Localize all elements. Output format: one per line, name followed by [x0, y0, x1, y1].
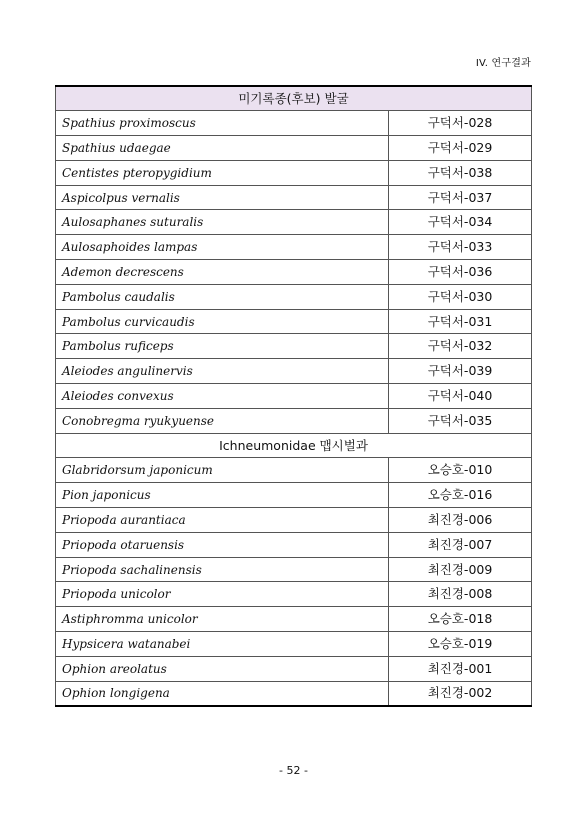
specimen-code: 오승호-018 — [389, 607, 532, 632]
species-name: Aulosaphoides lampas — [56, 235, 389, 260]
species-name: Ademon decrescens — [56, 260, 389, 285]
specimen-code: 구덕서-028 — [389, 111, 532, 136]
specimen-code: 구덕서-030 — [389, 284, 532, 309]
specimen-code: 구덕서-036 — [389, 260, 532, 285]
table-row — [56, 557, 532, 582]
specimen-code: 구덕서-033 — [389, 235, 532, 260]
specimen-code: 최진경-008 — [389, 582, 532, 607]
specimen-code: 구덕서-031 — [389, 309, 532, 334]
running-head: IV. 연구결과 — [475, 58, 531, 69]
table-row — [56, 681, 532, 706]
species-name: Priopoda otaruensis — [56, 532, 389, 557]
table-row — [56, 532, 532, 557]
species-name: Priopoda sachalinensis — [56, 557, 389, 582]
table-row — [56, 632, 532, 657]
table-row — [56, 160, 532, 185]
specimen-code: 구덕서-035 — [389, 408, 532, 433]
specimen-code: 최진경-002 — [389, 681, 532, 706]
species-name: Conobregma ryukyuense — [56, 408, 389, 433]
table-row — [56, 284, 532, 309]
table-row — [56, 235, 532, 260]
species-name: Aleiodes angulinervis — [56, 359, 389, 384]
table-row — [56, 582, 532, 607]
table-row — [56, 260, 532, 285]
specimen-code: 최진경-006 — [389, 508, 532, 533]
species-name: Pambolus curvicaudis — [56, 309, 389, 334]
specimen-code: 구덕서-037 — [389, 185, 532, 210]
specimen-code: 최진경-007 — [389, 532, 532, 557]
page-number: - 52 - — [279, 764, 308, 777]
specimen-code: 오승호-019 — [389, 632, 532, 657]
species-name: Priopoda unicolor — [56, 582, 389, 607]
table-row — [56, 508, 532, 533]
specimen-code: 오승호-016 — [389, 483, 532, 508]
species-name: Aulosaphanes suturalis — [56, 210, 389, 235]
table-row — [56, 656, 532, 681]
table-row — [56, 136, 532, 161]
table-row — [56, 210, 532, 235]
section-title: 미기록종(후보) 발굴 — [56, 86, 532, 111]
section-header-row — [56, 433, 532, 458]
specimen-code: 구덕서-032 — [389, 334, 532, 359]
table-row — [56, 408, 532, 433]
specimen-code: 구덕서-029 — [389, 136, 532, 161]
specimen-code: 최진경-001 — [389, 656, 532, 681]
species-name: Pion japonicus — [56, 483, 389, 508]
species-table — [55, 85, 532, 707]
species-name: Pambolus ruficeps — [56, 334, 389, 359]
specimen-code: 구덕서-039 — [389, 359, 532, 384]
table-row — [56, 359, 532, 384]
species-name: Spathius proximoscus — [56, 111, 389, 136]
table-row — [56, 384, 532, 409]
species-name: Aleiodes convexus — [56, 384, 389, 409]
specimen-code: 구덕서-038 — [389, 160, 532, 185]
species-name: Hypsicera watanabei — [56, 632, 389, 657]
species-name: Spathius udaegae — [56, 136, 389, 161]
species-name: Astiphromma unicolor — [56, 607, 389, 632]
species-name: Pambolus caudalis — [56, 284, 389, 309]
table-row — [56, 607, 532, 632]
table-row — [56, 483, 532, 508]
species-name: Ophion longigena — [56, 681, 389, 706]
specimen-code: 최진경-009 — [389, 557, 532, 582]
specimen-code: 구덕서-034 — [389, 210, 532, 235]
species-name: Priopoda aurantiaca — [56, 508, 389, 533]
table-row — [56, 334, 532, 359]
species-name: Aspicolpus vernalis — [56, 185, 389, 210]
specimen-code: 오승호-010 — [389, 458, 532, 483]
table-row — [56, 185, 532, 210]
specimen-code: 구덕서-040 — [389, 384, 532, 409]
table-row — [56, 309, 532, 334]
species-name: Centistes pteropygidium — [56, 160, 389, 185]
table-row — [56, 458, 532, 483]
section-header-row — [56, 86, 532, 111]
species-name: Glabridorsum japonicum — [56, 458, 389, 483]
species-name: Ophion areolatus — [56, 656, 389, 681]
table-row — [56, 111, 532, 136]
section-title: Ichneumonidae 맵시벌과 — [56, 433, 532, 458]
